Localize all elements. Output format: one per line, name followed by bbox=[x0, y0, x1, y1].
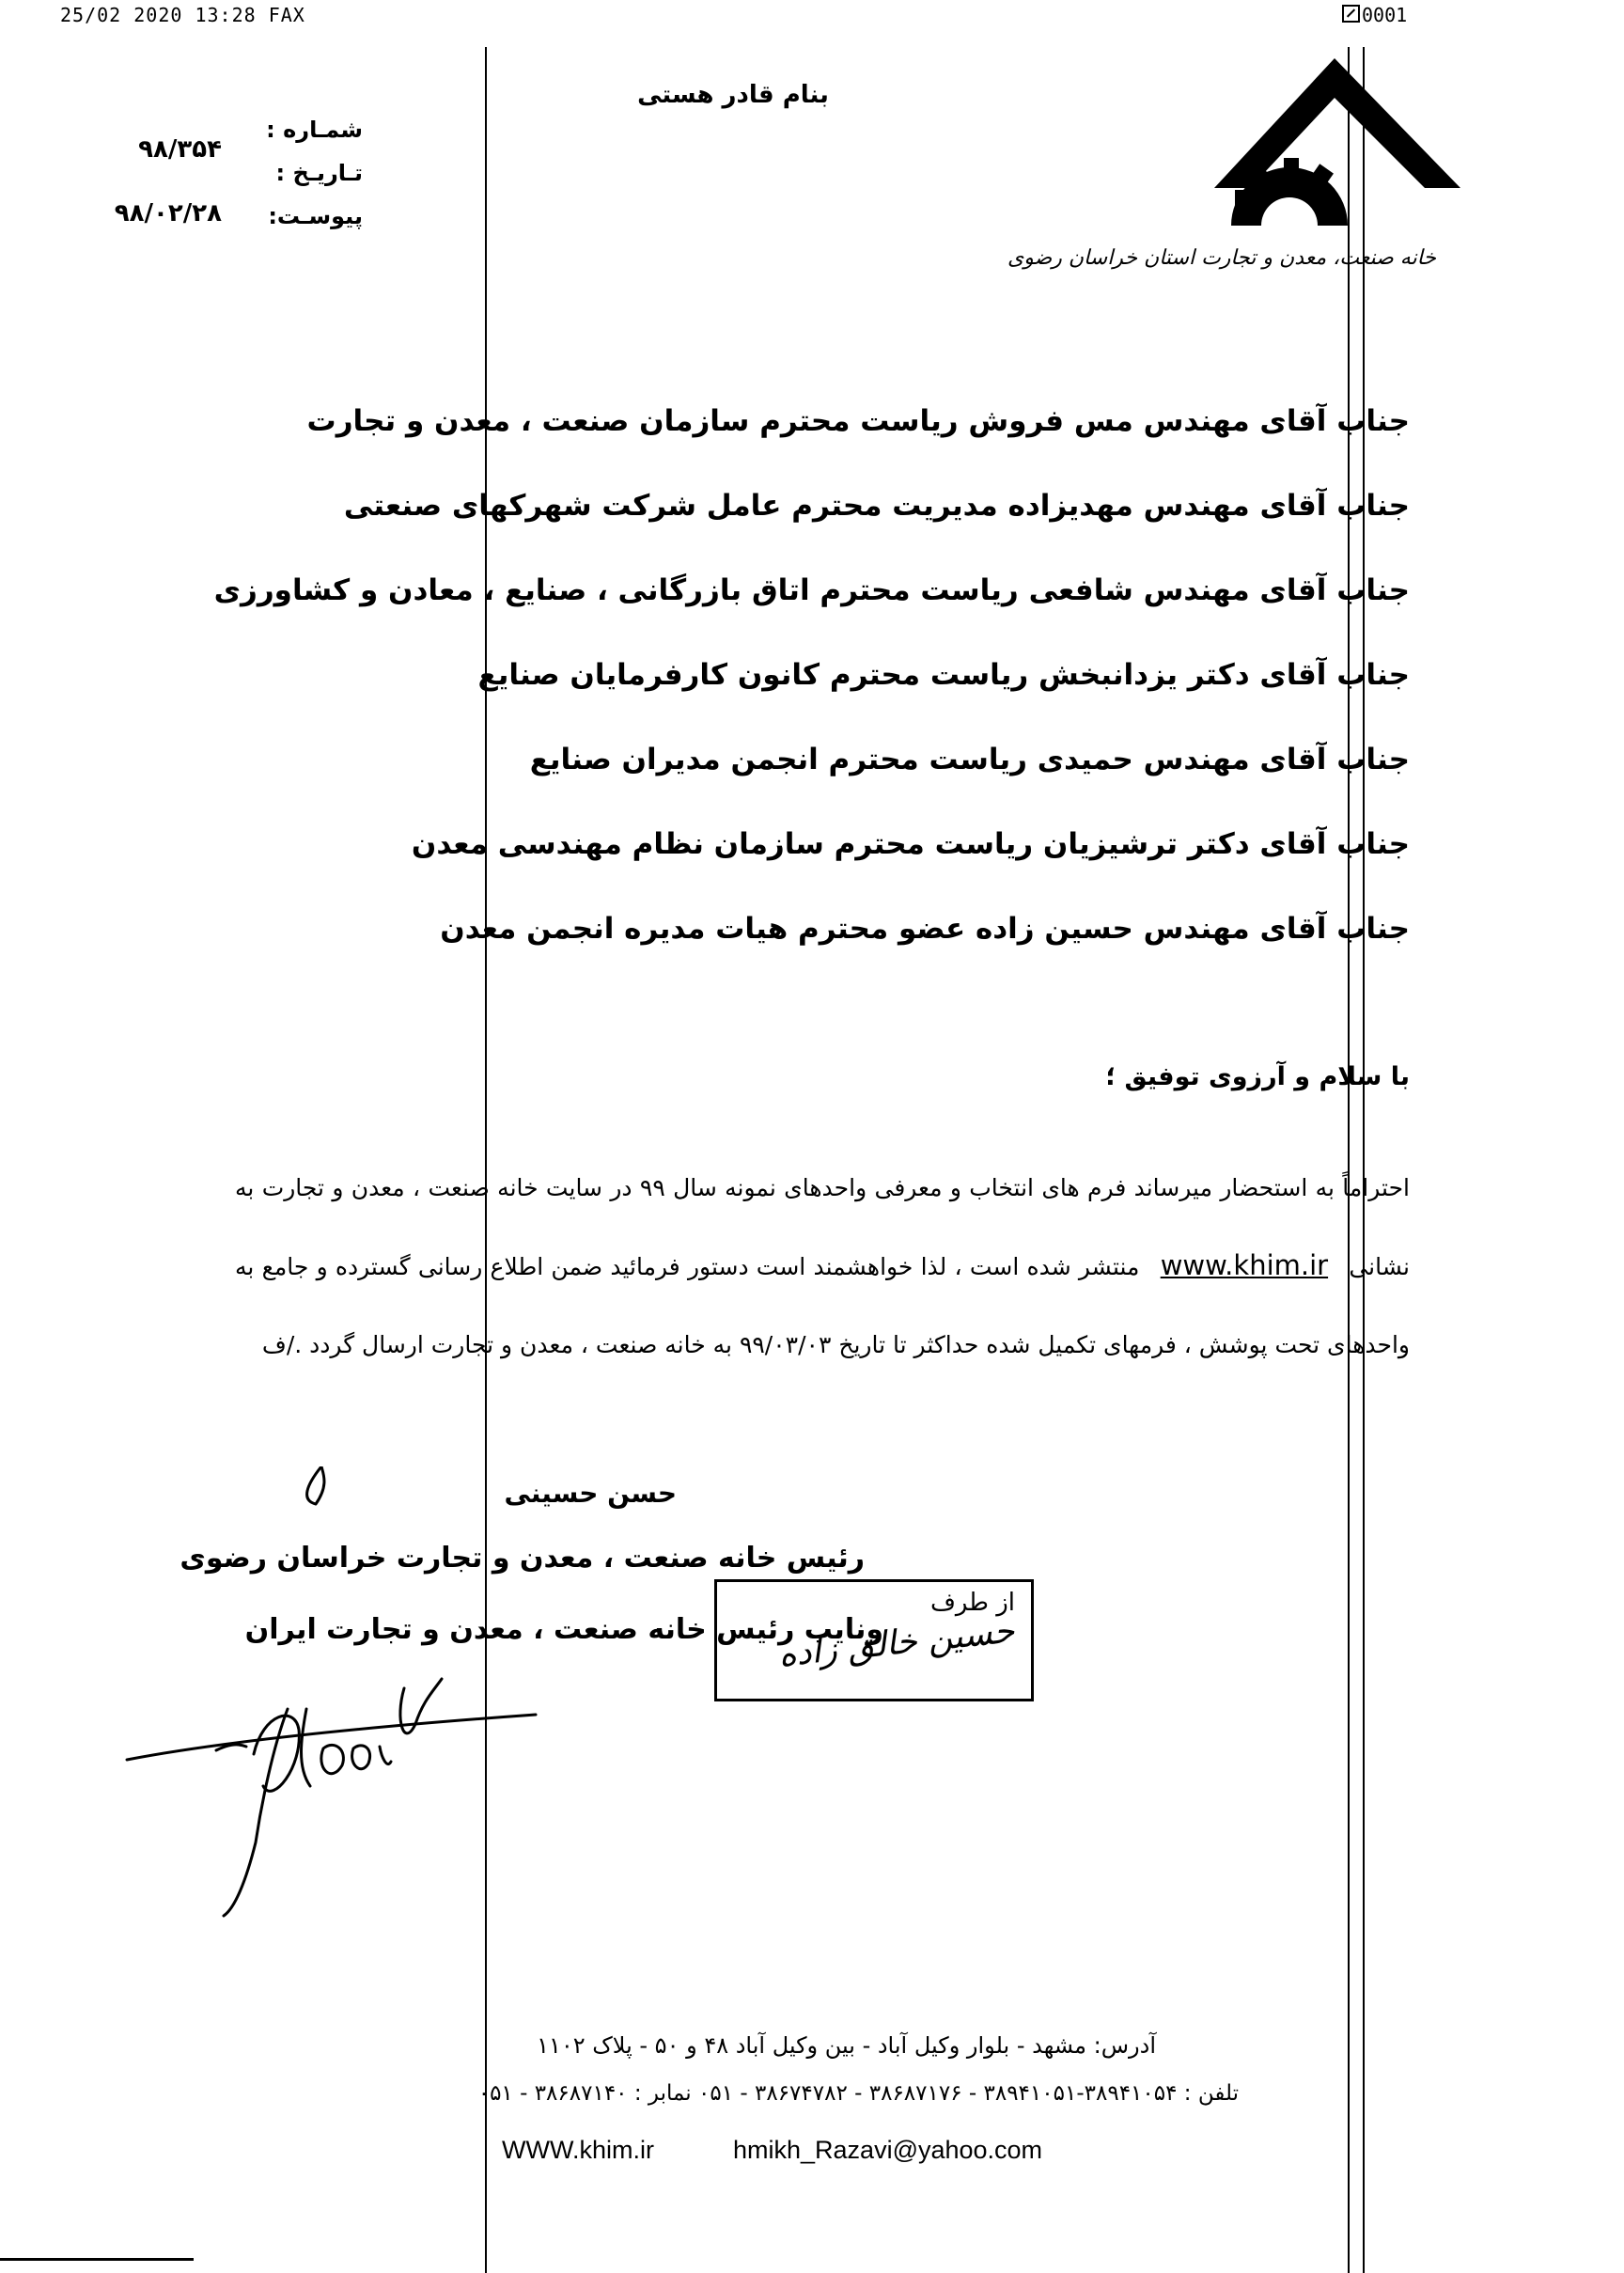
handwritten-signature bbox=[122, 1466, 554, 1918]
letter-date-value: ۹۸/۰۲/۲۸ bbox=[114, 199, 222, 227]
on-behalf-stamp-handwriting: حسین خالق زاده bbox=[776, 1611, 1017, 1675]
greeting-line: با سلام و آرزوی توفیق ؛ bbox=[1105, 1062, 1410, 1091]
recipient-line: جناب آقای مهندس شافعی ریاست محترم اتاق بازرگانی ، صنایع ، معادن و کشاورزی bbox=[213, 573, 1410, 607]
signer-title-secondary: ونایب رئیس خانه صنعت ، معدن و تجارت ایران bbox=[244, 1613, 883, 1646]
signer-title-primary: رئیس خانه صنعت ، معدن و تجارت خراسان رضوی bbox=[180, 1542, 865, 1575]
signer-name: حسن حسینی bbox=[504, 1478, 677, 1509]
recipient-list bbox=[213, 404, 1410, 996]
recipient-line: جناب آقای مهندس مهدیزاده مدیریت محترم عامل شرکت شهرکهای صنعتی bbox=[343, 489, 1410, 523]
recipient-line: جناب آقای مهندس حمیدی ریاست محترم انجمن مدیران صنایع bbox=[529, 743, 1410, 776]
basmala-heading: بنام قادر هستی bbox=[637, 81, 829, 109]
recipient-line: جناب آقای مهندس مس فروش ریاست محترم سازمان صنعت ، معدن و تجارت bbox=[306, 404, 1410, 438]
letter-body bbox=[235, 1149, 1410, 1384]
fax-page-value: 0001 bbox=[1362, 4, 1408, 26]
letter-number-value: ۹۸/۳۵۴ bbox=[138, 135, 222, 164]
bottom-rule bbox=[0, 2258, 194, 2261]
recipient-line: جناب آقای دکتر ترشیزیان ریاست محترم سازمان نظام مهندسی معدن bbox=[411, 827, 1410, 861]
on-behalf-stamp-label: از طرف bbox=[929, 1589, 1015, 1617]
footer-address: آدرس: مشهد - بلوار وکیل آباد - بین وکیل آباد ۴۸ و ۵۰ - پلاک ۱۱۰۲ bbox=[537, 2032, 1156, 2059]
recipient-line: جناب آقای مهندس حسین زاده عضو محترم هیات مدیره انجمن معدن bbox=[440, 912, 1410, 946]
fax-header-timestamp: 25/02 2020 13:28 FAX bbox=[60, 4, 305, 26]
website-link[interactable]: www.khim.ir bbox=[1160, 1249, 1329, 1281]
letter-number-label: شمـاره : bbox=[266, 117, 363, 143]
footer-website[interactable]: WWW.khim.ir bbox=[502, 2136, 654, 2164]
footer-phone-numbers: تلفن : ۳۸۹۴۱۰۵۴-۳۸۹۴۱۰۵۱ - ۳۸۶۸۷۱۷۶ - ۳۸۶۷۴۷۸۲ - ۰۵۱ نمابر : ۳۸۶۸۷۱۴۰ - ۰۵۱ bbox=[477, 2081, 1239, 2106]
fax-page-number bbox=[1342, 4, 1407, 26]
organization-caption: خانه صنعت، معدن و تجارت استان خراسان رضوی bbox=[1007, 246, 1436, 270]
footer-email[interactable]: hmikh_Razavi@yahoo.com bbox=[733, 2136, 1043, 2164]
letter-date-label: تـاریـخ : bbox=[275, 160, 363, 186]
letter-attachment-label: پیوسـت: bbox=[268, 203, 363, 229]
letter-body-part1: احتراماً به استحضار میرساند فرم های انتخاب و معرفی واحدهای نمونه سال ۹۹ در سایت خانه صنعت ، معدن و تجارت به نشانی bbox=[235, 1174, 1410, 1280]
recipient-line: جناب آقای دکتر یزدانبخش ریاست محترم کانون کارفرمایان صنایع bbox=[477, 658, 1410, 692]
letter-body-part2: منتشر شده است ، لذا خواهشمند است دستور فرمائید ضمن اطلاع رسانی گسترده و جامع به واحدهای تحت پوشش ، فرمهای تکمیل شده حداکثر تا تاریخ ۹۹/۰۳/۰۳ به خانه صنعت ، معدن و تجارت ارسال گردد ./ف bbox=[235, 1253, 1410, 1358]
fax-page-icon bbox=[1342, 5, 1360, 23]
organization-logo bbox=[1194, 49, 1476, 227]
